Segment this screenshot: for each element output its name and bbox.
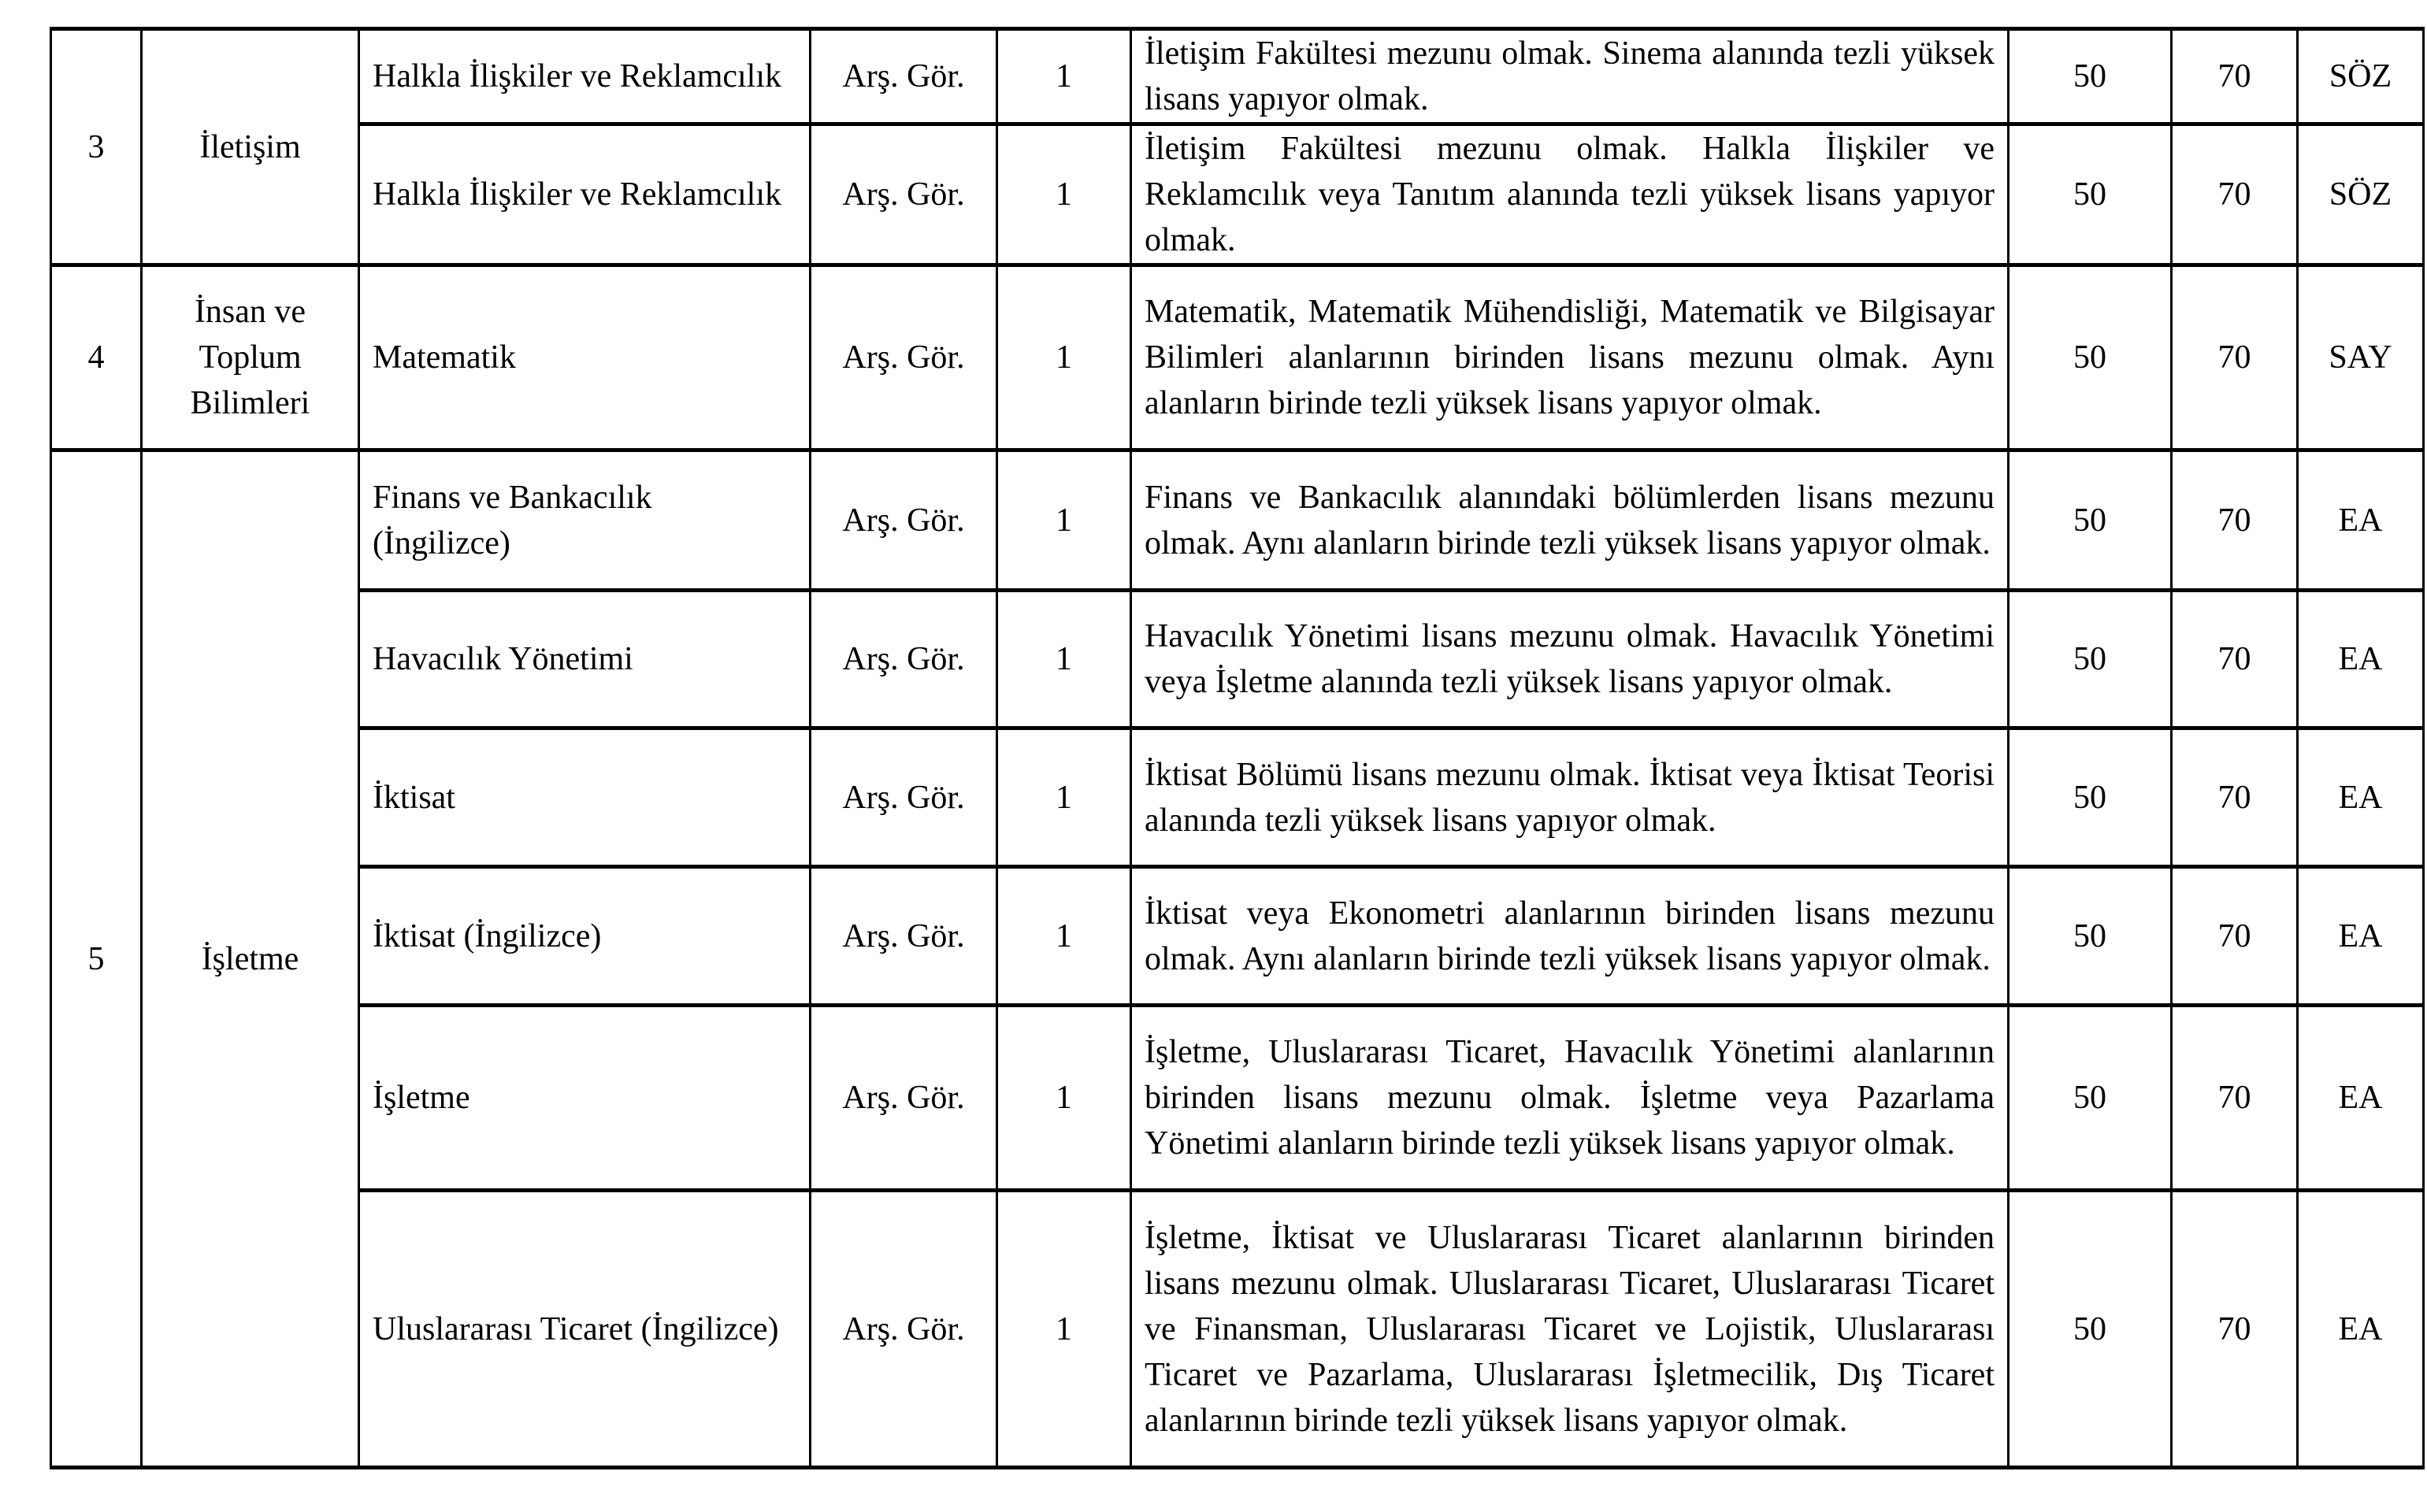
- title-cell: Arş. Gör.: [811, 124, 997, 265]
- language-score-cell: 70: [2172, 867, 2298, 1006]
- score-type-cell: SAY: [2298, 265, 2424, 450]
- language-score-cell: 70: [2172, 29, 2298, 124]
- score-type-cell: EA: [2298, 450, 2424, 591]
- language-score-cell: 70: [2172, 124, 2298, 265]
- language-score-cell: 70: [2172, 450, 2298, 591]
- department-cell: İktisat: [359, 728, 811, 867]
- title-cell: Arş. Gör.: [811, 265, 997, 450]
- count-cell: 1: [997, 1191, 1131, 1468]
- count-cell: 1: [997, 124, 1131, 265]
- requirements-cell: İletişim Fakültesi mezunu olmak. Sinema alanında tezli yüksek lisans yapıyor olmak.: [1131, 29, 2009, 124]
- language-score-cell: 70: [2172, 265, 2298, 450]
- language-score-cell: 70: [2172, 1006, 2298, 1191]
- requirements-cell: İktisat veya Ekonometri alanlarının birinden lisans mezunu olmak. Aynı alanların birinde tezli yüksek lisans yapıyor olmak.: [1131, 867, 2009, 1006]
- table-row: [51, 728, 2424, 867]
- department-cell: Halkla İlişkiler ve Reklamcılık: [359, 124, 811, 265]
- score-type-cell: EA: [2298, 591, 2424, 728]
- language-score-cell: 70: [2172, 728, 2298, 867]
- title-cell: Arş. Gör.: [811, 450, 997, 591]
- department-cell: İşletme: [359, 1006, 811, 1191]
- table-row: [51, 265, 2424, 450]
- faculty-cell: İşletme: [142, 450, 359, 1468]
- table-row: [51, 591, 2424, 728]
- title-cell: Arş. Gör.: [811, 728, 997, 867]
- requirements-cell: İşletme, Uluslararası Ticaret, Havacılık Yönetimi alanlarının birinden lisans mezunu olmak. İşletme veya Pazarlama Yönetimi alanların birinde tezli yüksek lisans yapıyor olmak.: [1131, 1006, 2009, 1191]
- score-type-cell: EA: [2298, 867, 2424, 1006]
- department-cell: Havacılık Yönetimi: [359, 591, 811, 728]
- requirements-cell: İletişim Fakültesi mezunu olmak. Halkla İlişkiler ve Reklamcılık veya Tanıtım alanında tezli yüksek lisans yapıyor olmak.: [1131, 124, 2009, 265]
- language-score-cell: 70: [2172, 1191, 2298, 1468]
- title-cell: Arş. Gör.: [811, 1006, 997, 1191]
- table-row: [51, 1006, 2424, 1191]
- department-cell: Finans ve Bankacılık (İngilizce): [359, 450, 811, 591]
- table-row: [51, 124, 2424, 265]
- ales-score-cell: 50: [2009, 124, 2172, 265]
- department-cell: Matematik: [359, 265, 811, 450]
- count-cell: 1: [997, 1006, 1131, 1191]
- row-number: 3: [51, 29, 142, 265]
- department-cell: Halkla İlişkiler ve Reklamcılık: [359, 29, 811, 124]
- faculty-cell: İnsan ve Toplum Bilimleri: [142, 265, 359, 450]
- requirements-cell: Havacılık Yönetimi lisans mezunu olmak. Havacılık Yönetimi veya İşletme alanında tezli yüksek lisans yapıyor olmak.: [1131, 591, 2009, 728]
- count-cell: 1: [997, 591, 1131, 728]
- ales-score-cell: 50: [2009, 867, 2172, 1006]
- ales-score-cell: 50: [2009, 591, 2172, 728]
- ales-score-cell: 50: [2009, 728, 2172, 867]
- title-cell: Arş. Gör.: [811, 591, 997, 728]
- score-type-cell: SÖZ: [2298, 124, 2424, 265]
- title-cell: Arş. Gör.: [811, 867, 997, 1006]
- ales-score-cell: 50: [2009, 29, 2172, 124]
- score-type-cell: EA: [2298, 728, 2424, 867]
- language-score-cell: 70: [2172, 591, 2298, 728]
- ales-score-cell: 50: [2009, 1191, 2172, 1468]
- count-cell: 1: [997, 450, 1131, 591]
- count-cell: 1: [997, 728, 1131, 867]
- ales-score-cell: 50: [2009, 265, 2172, 450]
- requirements-cell: Finans ve Bankacılık alanındaki bölümlerden lisans mezunu olmak. Aynı alanların birinde tezli yüksek lisans yapıyor olmak.: [1131, 450, 2009, 591]
- count-cell: 1: [997, 29, 1131, 124]
- title-cell: Arş. Gör.: [811, 29, 997, 124]
- table-row: [51, 29, 2424, 124]
- requirements-cell: İktisat Bölümü lisans mezunu olmak. İktisat veya İktisat Teorisi alanında tezli yüksek lisans yapıyor olmak.: [1131, 728, 2009, 867]
- count-cell: 1: [997, 867, 1131, 1006]
- positions-table: [50, 27, 2425, 1469]
- table-row: [51, 867, 2424, 1006]
- table-row: [51, 1191, 2424, 1468]
- score-type-cell: SÖZ: [2298, 29, 2424, 124]
- count-cell: 1: [997, 265, 1131, 450]
- requirements-cell: Matematik, Matematik Mühendisliği, Matematik ve Bilgisayar Bilimleri alanlarının birinden lisans mezunu olmak. Aynı alanların birinde tezli yüksek lisans yapıyor olmak.: [1131, 265, 2009, 450]
- department-cell: İktisat (İngilizce): [359, 867, 811, 1006]
- ales-score-cell: 50: [2009, 1006, 2172, 1191]
- department-cell: Uluslararası Ticaret (İngilizce): [359, 1191, 811, 1468]
- requirements-cell: İşletme, İktisat ve Uluslararası Ticaret alanlarının birinden lisans mezunu olmak. Uluslararası Ticaret, Uluslararası Ticaret ve Finansman, Uluslararası Ticaret ve Lojistik, Uluslararası Ticaret ve Pazarlama, Uluslararası İşletmecilik, Dış Ticaret alanlarının birinde tezli yüksek lisans yapıyor olmak.: [1131, 1191, 2009, 1468]
- faculty-cell: İletişim: [142, 29, 359, 265]
- score-type-cell: EA: [2298, 1006, 2424, 1191]
- table-row: [51, 450, 2424, 591]
- row-number: 4: [51, 265, 142, 450]
- ales-score-cell: 50: [2009, 450, 2172, 591]
- row-number: 5: [51, 450, 142, 1468]
- title-cell: Arş. Gör.: [811, 1191, 997, 1468]
- score-type-cell: EA: [2298, 1191, 2424, 1468]
